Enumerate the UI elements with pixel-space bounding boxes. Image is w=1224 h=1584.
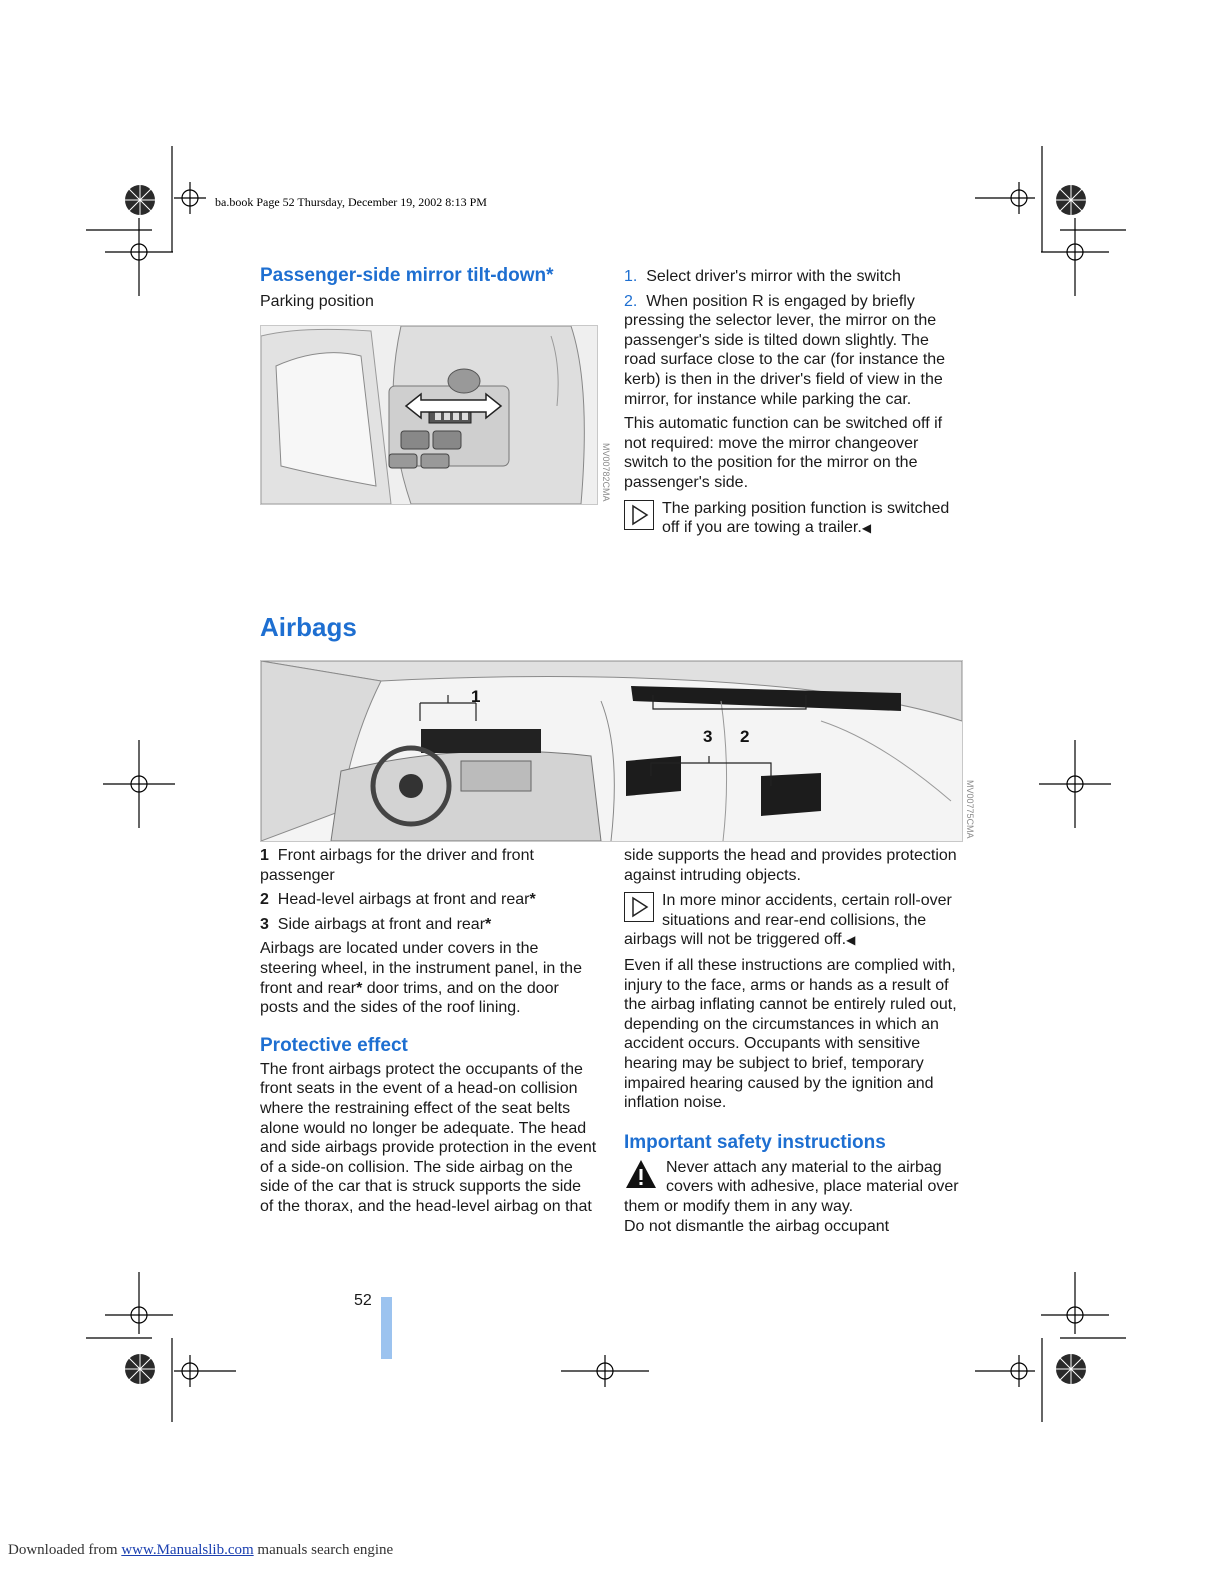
- callout-2: 2: [740, 727, 750, 746]
- footer: [8, 1542, 393, 1559]
- step-2-number: 2.: [624, 292, 638, 310]
- airbag-note: [624, 890, 964, 951]
- legend-1-number: 1: [260, 847, 269, 864]
- protective-effect-title: Protective effect: [260, 1034, 408, 1056]
- safety-continuation: Do not dismantle the airbag occupant: [624, 1217, 890, 1235]
- end-mark-icon: ◀: [861, 521, 872, 536]
- airbags-left-column: [260, 846, 598, 1217]
- airbag-locations: [260, 939, 598, 1017]
- mirror-section-subtitle: Parking position: [260, 293, 374, 310]
- airbags-figure-code: MV00775CMA: [965, 780, 975, 839]
- legend-item-2: [260, 890, 598, 910]
- mirror-note-text: The parking position function is switched off if you are towing a trailer.: [662, 499, 950, 537]
- mirror-section-title: Passenger-side mirror tilt-down*: [260, 265, 554, 286]
- note-arrow-icon: [624, 892, 654, 922]
- callout-1: 1: [471, 687, 481, 706]
- note-arrow-icon: [624, 500, 654, 530]
- airbag-note-text: In more minor accidents, certain roll-over situations and rear-end collisions, the airbags will not be triggered off.: [624, 892, 952, 949]
- car-interior-drawing: [261, 661, 962, 841]
- airbag-locations-a: Airbags are located under covers in the steering wheel, in the instrument panel, in the front and rear: [260, 940, 582, 997]
- mirror-switch-illustration: [260, 325, 598, 505]
- legend-2-text: Head-level airbags at front and rear: [277, 891, 530, 909]
- legend-1-text: Front airbags for the driver and front passenger: [260, 847, 534, 884]
- running-head: ba.book Page 52 Thursday, December 19, 2002 8:13 PM: [215, 195, 487, 209]
- airbag-locations-star: *: [356, 979, 363, 997]
- legend-item-1: [260, 846, 598, 885]
- legend-3-number: 3: [260, 915, 269, 933]
- airbags-title: Airbags: [260, 612, 357, 642]
- footer-link[interactable]: www.Manualslib.com: [121, 1542, 254, 1558]
- legend-2-number: 2: [260, 891, 269, 909]
- airbag-locations-b: door trims, and on the door posts and the sides of the roof lining.: [260, 979, 559, 1017]
- airbags-right-column: [624, 846, 964, 1236]
- legend-3-star: *: [485, 915, 492, 933]
- mirror-figure-code: MV00782CMA: [601, 443, 611, 502]
- legend-3-text: Side airbags at front and rear: [277, 915, 486, 933]
- safety-warning-text: Never attach any material to the airbag covers with adhesive, place material over them or modify them in any way.: [624, 1158, 959, 1215]
- safety-warning: [624, 1158, 964, 1217]
- legend-item-3: [260, 915, 598, 935]
- legend-2-star: *: [529, 891, 536, 909]
- airbags-illustration: [260, 660, 963, 842]
- step-1: [624, 267, 964, 287]
- footer-suffix: manuals search engine: [253, 1542, 394, 1558]
- door-panel-drawing: [261, 326, 597, 504]
- mirror-note: [624, 498, 964, 539]
- step-2-text: When position R is engaged by briefly pressing the selector lever, the mirror on the passenger's side is tilted down slightly. The road surface close to the car (for instance the kerb) is then in the driver's field of view in the mirror, for instance while parking the car.: [624, 292, 946, 408]
- protective-effect-continued: side supports the head and provides protection against intruding objects.: [624, 847, 957, 884]
- end-mark-icon: ◀: [846, 933, 856, 948]
- step-1-text: Select driver's mirror with the switch: [646, 268, 901, 285]
- warning-triangle-icon: [624, 1158, 658, 1190]
- page-tab-bar: [381, 1297, 392, 1359]
- page-number: 52: [354, 1292, 372, 1309]
- safety-instructions-title: Important safety instructions: [624, 1131, 886, 1153]
- step-2: [624, 292, 964, 410]
- footer-prefix: Downloaded from: [8, 1542, 122, 1558]
- callout-3: 3: [703, 727, 713, 746]
- mirror-paragraph: This automatic function can be switched off if not required: move the mirror changeover switch to the position for the mirror on the passenger's side.: [624, 415, 943, 491]
- injury-paragraph: Even if all these instructions are complied with, injury to the face, arms or hands as a result of the airbag inflating cannot be entirely ruled out, depending on the circumstances in which an accident occurs. Occupants with sensitive hearing may be subject to brief, temporary impaired hearing caused by the ignition and inflation noise.: [624, 956, 957, 1112]
- protective-effect-text: The front airbags protect the occupants of the front seats in the event of a head-on collision where the restraining effect of the seat belts alone would no longer be adequate. The head and side airbags provide protection in the event of a side-on collision. The side airbag on the side of the car that is struck supports the side of the thorax, and the head-level airbag on that: [260, 1060, 597, 1215]
- step-1-number: 1.: [624, 268, 638, 285]
- mirror-steps: [624, 267, 964, 539]
